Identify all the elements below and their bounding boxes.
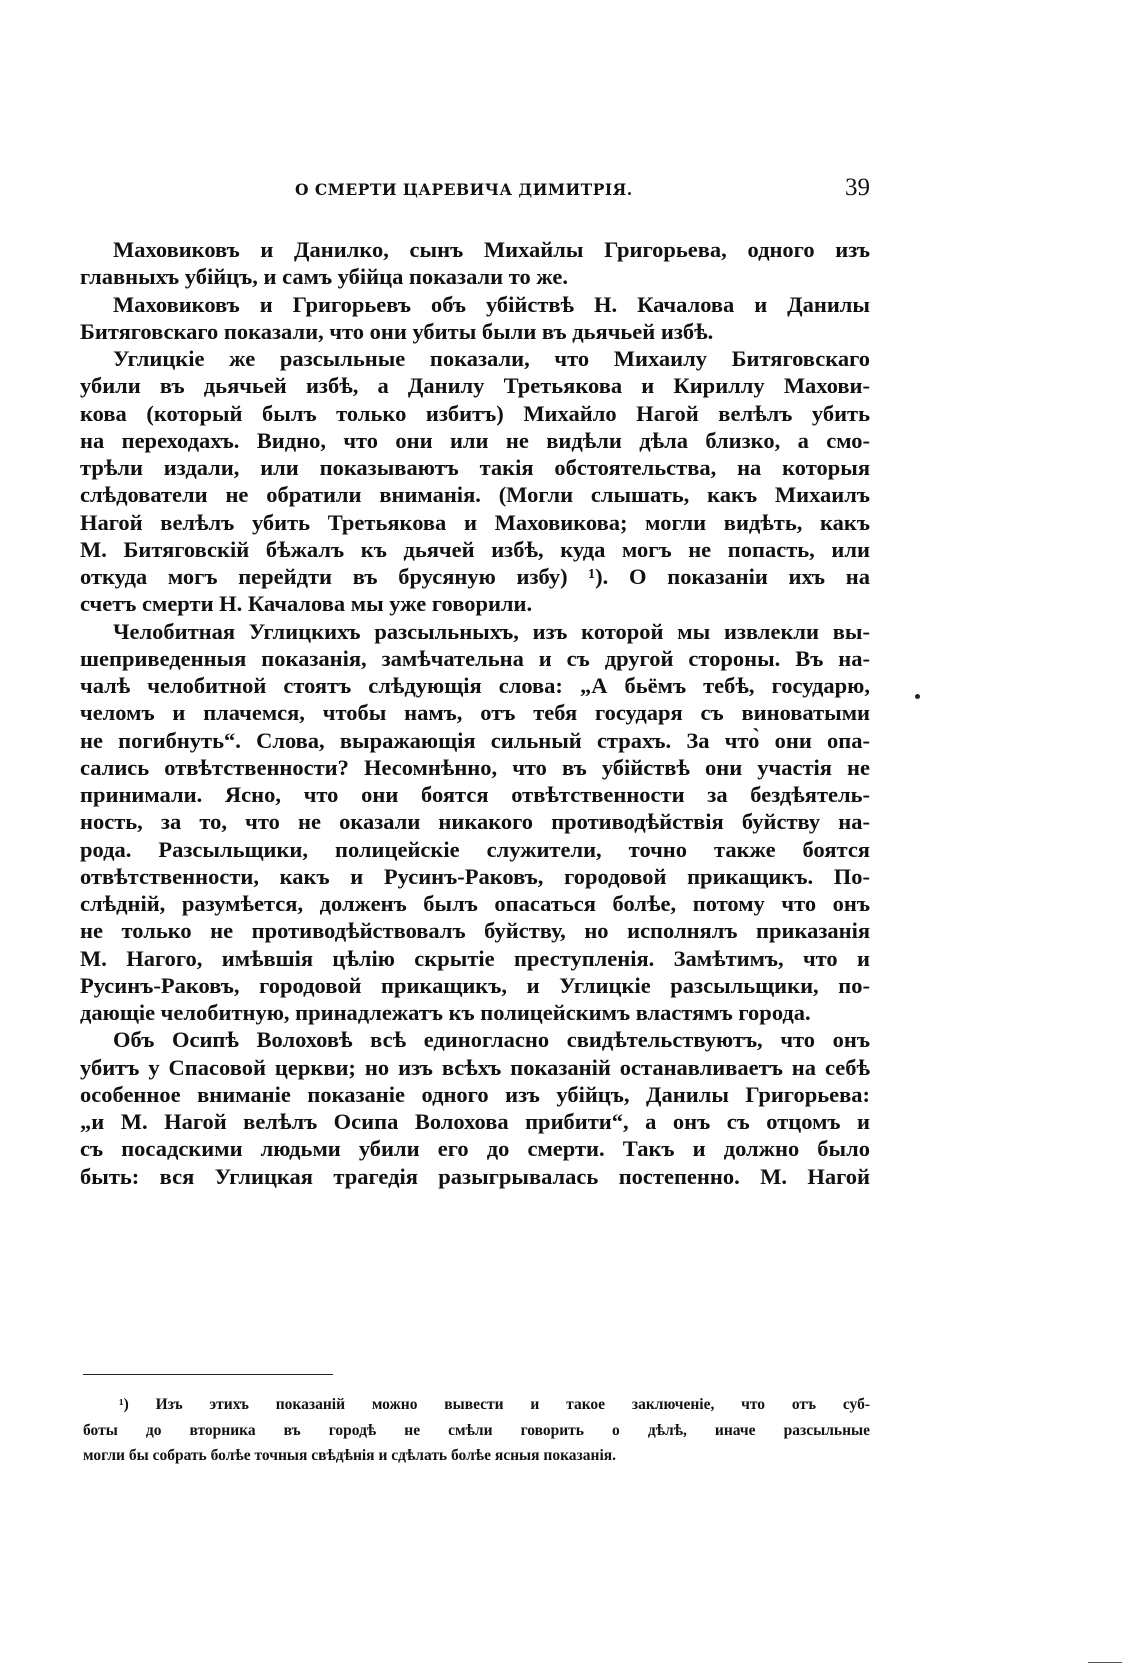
- text-line: Челобитная Углицкихъ разсыльныхъ, изъ которой мы извлекли вы-: [113, 618, 870, 644]
- text-line: на переходахъ. Видно, что они или не видѣли дѣла близко, а смо-: [80, 427, 870, 453]
- text-line: кова (который былъ только избитъ) Михайло Нагой велѣлъ убить: [80, 400, 870, 426]
- text-line: особенное вниманіе показаніе одного изъ убійцъ, Данилы Григорьева:: [80, 1081, 870, 1107]
- paragraph-2: [80, 291, 870, 346]
- text-line: ность, за то, что не оказали никакого противодѣйствія буйству на-: [80, 809, 870, 835]
- text-line: принимали. Ясно, что они боятся отвѣтственности за бездѣятель-: [80, 782, 870, 807]
- text-line: сались отвѣтственности? Несомнѣнно, что въ убійствѣ они участія не: [80, 754, 870, 780]
- text-line: слѣдній, разумѣется, долженъ былъ опасаться болѣе, потому что онъ: [80, 891, 870, 916]
- margin-speck: [915, 694, 920, 699]
- footnote-line: боты до вторника въ городѣ не смѣли говорить о дѣлѣ, иначе разсыльные: [83, 1421, 870, 1439]
- running-title: О СМЕРТИ ЦАРЕВИЧА ДИМИТРІЯ.: [295, 180, 633, 199]
- text-line: быть: вся Углицкая трагедія разыгрывалась постепенно. М. Нагой: [80, 1163, 870, 1189]
- text-line: отвѣтственности, какъ и Русинъ-Раковъ, городовой прикащикъ. По-: [80, 863, 870, 889]
- text-line: слѣдователи не обратили вниманія. (Могли слышать, какъ Михаилъ: [80, 482, 870, 508]
- text-line: Русинъ-Раковъ, городовой прикащикъ, и Углицкіе разсыльщики, по-: [80, 972, 870, 998]
- text-line: „и М. Нагой велѣлъ Осипа Волохова прибити“, а онъ съ отцомъ и: [80, 1109, 870, 1134]
- text-line: Битяговскаго показали, что они убиты были въ дьячьей избѣ.: [80, 318, 714, 344]
- body-text: [80, 236, 870, 1190]
- footnote: [83, 1392, 870, 1469]
- text-line: убитъ у Спасовой церкви; но изъ всѣхъ показаній останавливаетъ на себѣ: [80, 1054, 870, 1080]
- scan-edge-mark: [1088, 1662, 1122, 1663]
- footnote-line: могли бы собрать болѣе точныя свѣдѣнія и сдѣлать болѣе ясныя показанія.: [83, 1447, 617, 1464]
- footnote-line: ¹) Изъ этихъ показаній можно вывести и такое заключеніе, что отъ суб-: [119, 1396, 870, 1413]
- page-number: 39: [845, 174, 870, 201]
- text-line: М. Битяговскій бѣжалъ къ дьячей избѣ, куда могъ не попасть, или: [80, 536, 870, 562]
- text-line: Объ Осипѣ Волоховѣ всѣ единогласно свидѣтельствуютъ, что онъ: [113, 1027, 870, 1053]
- text-line: рода. Разсыльщики, полицейскіе служители, точно также боятся: [80, 836, 870, 862]
- text-line: челомъ и плачемся, чтобы намъ, отъ тебя государя съ виноватыми: [80, 700, 870, 726]
- text-line: не погибнуть“. Слова, выражающія сильный страхъ. За что̀ они опа-: [80, 727, 870, 753]
- text-line: чалѣ челобитной стоятъ слѣдующія слова: „А бьёмъ тебѣ, государю,: [80, 673, 870, 698]
- paragraph-3: [80, 345, 870, 618]
- page-header: [80, 176, 870, 206]
- text-line: шеприведенныя показанія, замѣчательна и съ другой стороны. Въ на-: [80, 645, 870, 671]
- text-line: трѣли издали, или показываютъ такія обстоятельства, на которыя: [80, 455, 870, 480]
- text-line: счетъ смерти Н. Качалова мы уже говорили.: [80, 591, 533, 617]
- text-line: дающіе челобитную, принадлежатъ къ полицейскимъ властямъ города.: [80, 1000, 811, 1025]
- text-line: откуда могъ перейдти въ брусяную избу) ¹). О показаніи ихъ на: [80, 564, 870, 589]
- paragraph-4: [80, 618, 870, 1027]
- text-line: Маховиковъ и Григорьевъ объ убійствѣ Н. Качалова и Данилы: [113, 291, 870, 317]
- text-line: Маховиковъ и Данилко, сынъ Михайлы Григорьева, одного изъ: [113, 237, 870, 262]
- text-line: убили въ дьячьей избѣ, а Данилу Третьякова и Кириллу Махови-: [80, 373, 870, 399]
- text-line: Нагой велѣлъ убить Третьякова и Маховикова; могли видѣть, какъ: [80, 509, 870, 535]
- paragraph-1: [80, 236, 870, 291]
- text-line: главныхъ убійцъ, и самъ убійца показали то же.: [80, 264, 568, 290]
- text-line: Углицкіе же разсыльные показали, что Михаилу Битяговскаго: [113, 346, 870, 371]
- paragraph-5: [80, 1026, 870, 1190]
- text-line: М. Нагого, имѣвшія цѣлію скрытіе преступленія. Замѣтимъ, что и: [80, 945, 870, 971]
- text-line: не только не противодѣйствовалъ буйству, но исполнялъ приказанія: [80, 918, 870, 944]
- footnote-divider: [83, 1374, 333, 1375]
- text-line: съ посадскими людьми убили его до смерти. Такъ и должно было: [80, 1136, 870, 1162]
